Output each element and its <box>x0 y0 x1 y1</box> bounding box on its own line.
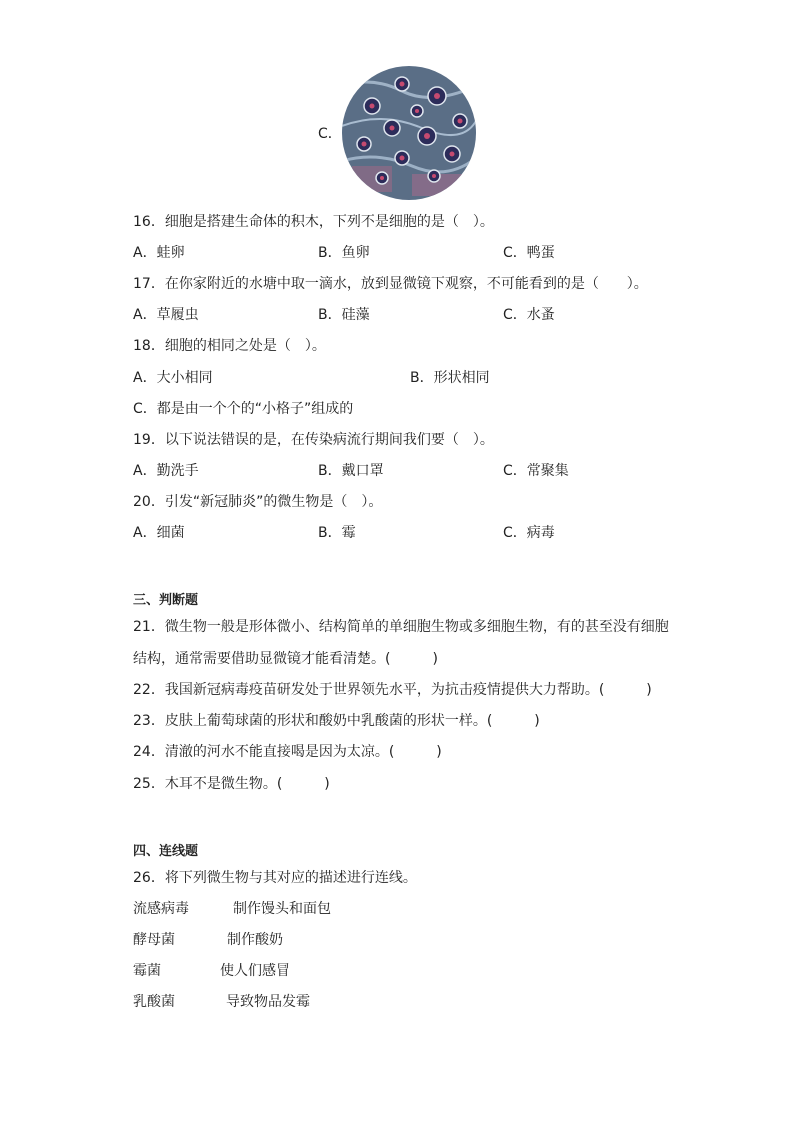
q19-option-c: C．常聚集 <box>503 463 569 479</box>
q20-option-c: C．病毒 <box>503 525 555 541</box>
q18-option-c: C．都是由一个个的“小格子”组成的 <box>133 401 354 417</box>
match-right-2: 制作酸奶 <box>227 932 283 948</box>
q16-option-b: B．鱼卵 <box>318 245 370 261</box>
match-left-3: 霉菌 <box>133 963 161 979</box>
question-21-cont: 结构，通常需要借助显微镜才能看清楚。( ) <box>133 651 438 667</box>
question-19: 19．以下说法错误的是，在传染病流行期间我们要（ ）。 <box>133 432 494 448</box>
question-21: 21．微生物一般是形体微小、结构简单的单细胞生物或多细胞生物，有的甚至没有细胞 <box>133 619 669 635</box>
question-18: 18．细胞的相同之处是（ ）。 <box>133 338 326 354</box>
question-23: 23．皮肤上葡萄球菌的形状和酸奶中乳酸菌的形状一样。( ) <box>133 713 540 729</box>
q19-option-a: A．勤洗手 <box>133 463 199 479</box>
question-20: 20．引发“新冠肺炎”的微生物是（ ）。 <box>133 494 383 510</box>
q20-option-a: A．细菌 <box>133 525 185 541</box>
q19-option-b: B．戴口罩 <box>318 463 384 479</box>
match-right-1: 制作馒头和面包 <box>233 901 331 917</box>
q18-option-b: B．形状相同 <box>410 370 490 386</box>
q17-option-a: A．草履虫 <box>133 307 199 323</box>
question-16: 16．细胞是搭建生命体的积木，下列不是细胞的是（ ）。 <box>133 214 494 230</box>
q20-option-b: B．霉 <box>318 525 356 541</box>
q16-option-c: C．鸭蛋 <box>503 245 555 261</box>
q16-option-a: A．蛙卵 <box>133 245 185 261</box>
question-25: 25．木耳不是微生物。( ) <box>133 776 330 792</box>
microscope-cell-image <box>342 66 476 200</box>
question-24: 24．清澈的河水不能直接喝是因为太凉。( ) <box>133 744 442 760</box>
section-3-title: 三、判断题 <box>133 593 199 608</box>
match-right-3: 使人们感冒 <box>220 963 290 979</box>
question-26: 26．将下列微生物与其对应的描述进行连线。 <box>133 870 417 886</box>
question-22: 22．我国新冠病毒疫苗研发处于世界领先水平，为抗击疫情提供大力帮助。( ) <box>133 682 652 698</box>
match-left-4: 乳酸菌 <box>133 994 175 1010</box>
q17-option-b: B．硅藻 <box>318 307 370 323</box>
match-left-1: 流感病毒 <box>133 901 189 917</box>
section-4-title: 四、连线题 <box>133 844 199 859</box>
match-right-4: 导致物品发霉 <box>226 994 310 1010</box>
question-17: 17．在你家附近的水塘中取一滴水，放到显微镜下观察，不可能看到的是（ ）。 <box>133 276 648 292</box>
q18-option-a: A．大小相同 <box>133 370 213 386</box>
match-left-2: 酵母菌 <box>133 932 175 948</box>
q17-option-c: C．水蚤 <box>503 307 555 323</box>
option-c-label: C． <box>318 126 342 142</box>
